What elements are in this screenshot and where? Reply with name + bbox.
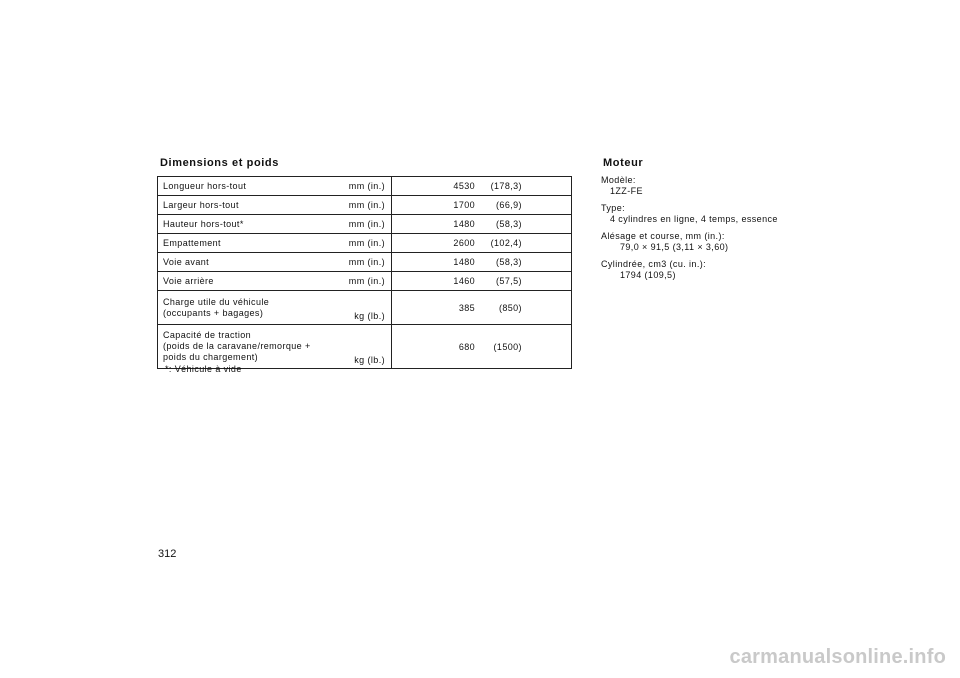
row-label: Hauteur hors‑tout* xyxy=(163,219,244,229)
row-unit: mm (in.) xyxy=(348,257,385,267)
spec-alesage xyxy=(601,231,778,253)
spec-label: Modèle: xyxy=(601,175,636,185)
row-value-metric: 385 xyxy=(458,302,476,313)
row-unit: mm (in.) xyxy=(348,238,385,248)
moteur-specs xyxy=(601,175,778,287)
row-label: Voie avant xyxy=(163,257,210,267)
row-value-metric: 1480 xyxy=(453,257,476,267)
row-label: poids du chargement) xyxy=(163,352,259,362)
footnote: *: Véhicule à vide xyxy=(165,364,242,374)
spec-type xyxy=(601,203,778,225)
row-value-imperial: (102,4) xyxy=(490,238,522,248)
spec-value: 1794 (109,5) xyxy=(620,270,676,280)
watermark: carmanualsonline.info xyxy=(729,646,946,668)
spec-modele xyxy=(601,175,778,197)
table-row xyxy=(158,215,572,234)
row-value-imperial: (58,3) xyxy=(496,219,522,229)
row-unit: mm (in.) xyxy=(348,181,385,191)
spec-label: Type: xyxy=(601,203,626,213)
row-value-metric: 4530 xyxy=(453,181,476,191)
row-value-metric: 1460 xyxy=(453,276,476,286)
row-unit: mm (in.) xyxy=(348,276,385,286)
row-label: Empattement xyxy=(163,238,221,248)
row-value-imperial: (57,5) xyxy=(496,276,522,286)
moteur-heading: Moteur xyxy=(603,157,644,169)
row-label: (poids de la caravane/remorque + xyxy=(163,341,311,351)
row-label: Largeur hors‑tout xyxy=(163,200,239,210)
row-label: (occupants + bagages) xyxy=(163,307,264,318)
table-row xyxy=(158,291,572,325)
spec-value: 1ZZ‑FE xyxy=(610,186,643,196)
row-value-imperial: (178,3) xyxy=(490,181,522,191)
row-label: Voie arrière xyxy=(163,276,214,286)
dimensions-heading: Dimensions et poids xyxy=(160,157,279,169)
row-value-metric: 1480 xyxy=(453,219,476,229)
row-label: Capacité de traction xyxy=(163,330,252,340)
row-label: Charge utile du véhicule xyxy=(163,296,270,307)
table-row xyxy=(158,325,572,369)
spec-label: Alésage et course, mm (in.): xyxy=(601,231,725,241)
table-row xyxy=(158,196,572,215)
row-value-imperial: (66,9) xyxy=(496,200,522,210)
row-value-imperial: (850) xyxy=(498,302,522,313)
spec-value: 4 cylindres en ligne, 4 temps, essence xyxy=(610,214,778,224)
row-value-imperial: (1500) xyxy=(493,341,522,352)
row-value-metric: 2600 xyxy=(453,238,476,248)
page-number: 312 xyxy=(158,548,177,560)
table-row xyxy=(158,177,572,196)
row-value-metric: 1700 xyxy=(453,200,476,210)
row-value-metric: 680 xyxy=(458,341,476,352)
row-unit: mm (in.) xyxy=(348,219,385,229)
row-unit: mm (in.) xyxy=(348,200,385,210)
spec-value: 79,0 × 91,5 (3,11 × 3,60) xyxy=(620,242,729,252)
table-row xyxy=(158,234,572,253)
spec-label: Cylindrée, cm3 (cu. in.): xyxy=(601,259,707,269)
dimensions-table xyxy=(157,176,572,369)
row-unit: kg (lb.) xyxy=(354,311,385,321)
row-label: Longueur hors‑tout xyxy=(163,181,247,191)
row-unit: kg (lb.) xyxy=(354,355,385,365)
table-row xyxy=(158,272,572,291)
row-value-imperial: (58,3) xyxy=(496,257,522,267)
spec-cylindree xyxy=(601,259,778,281)
table-row xyxy=(158,253,572,272)
